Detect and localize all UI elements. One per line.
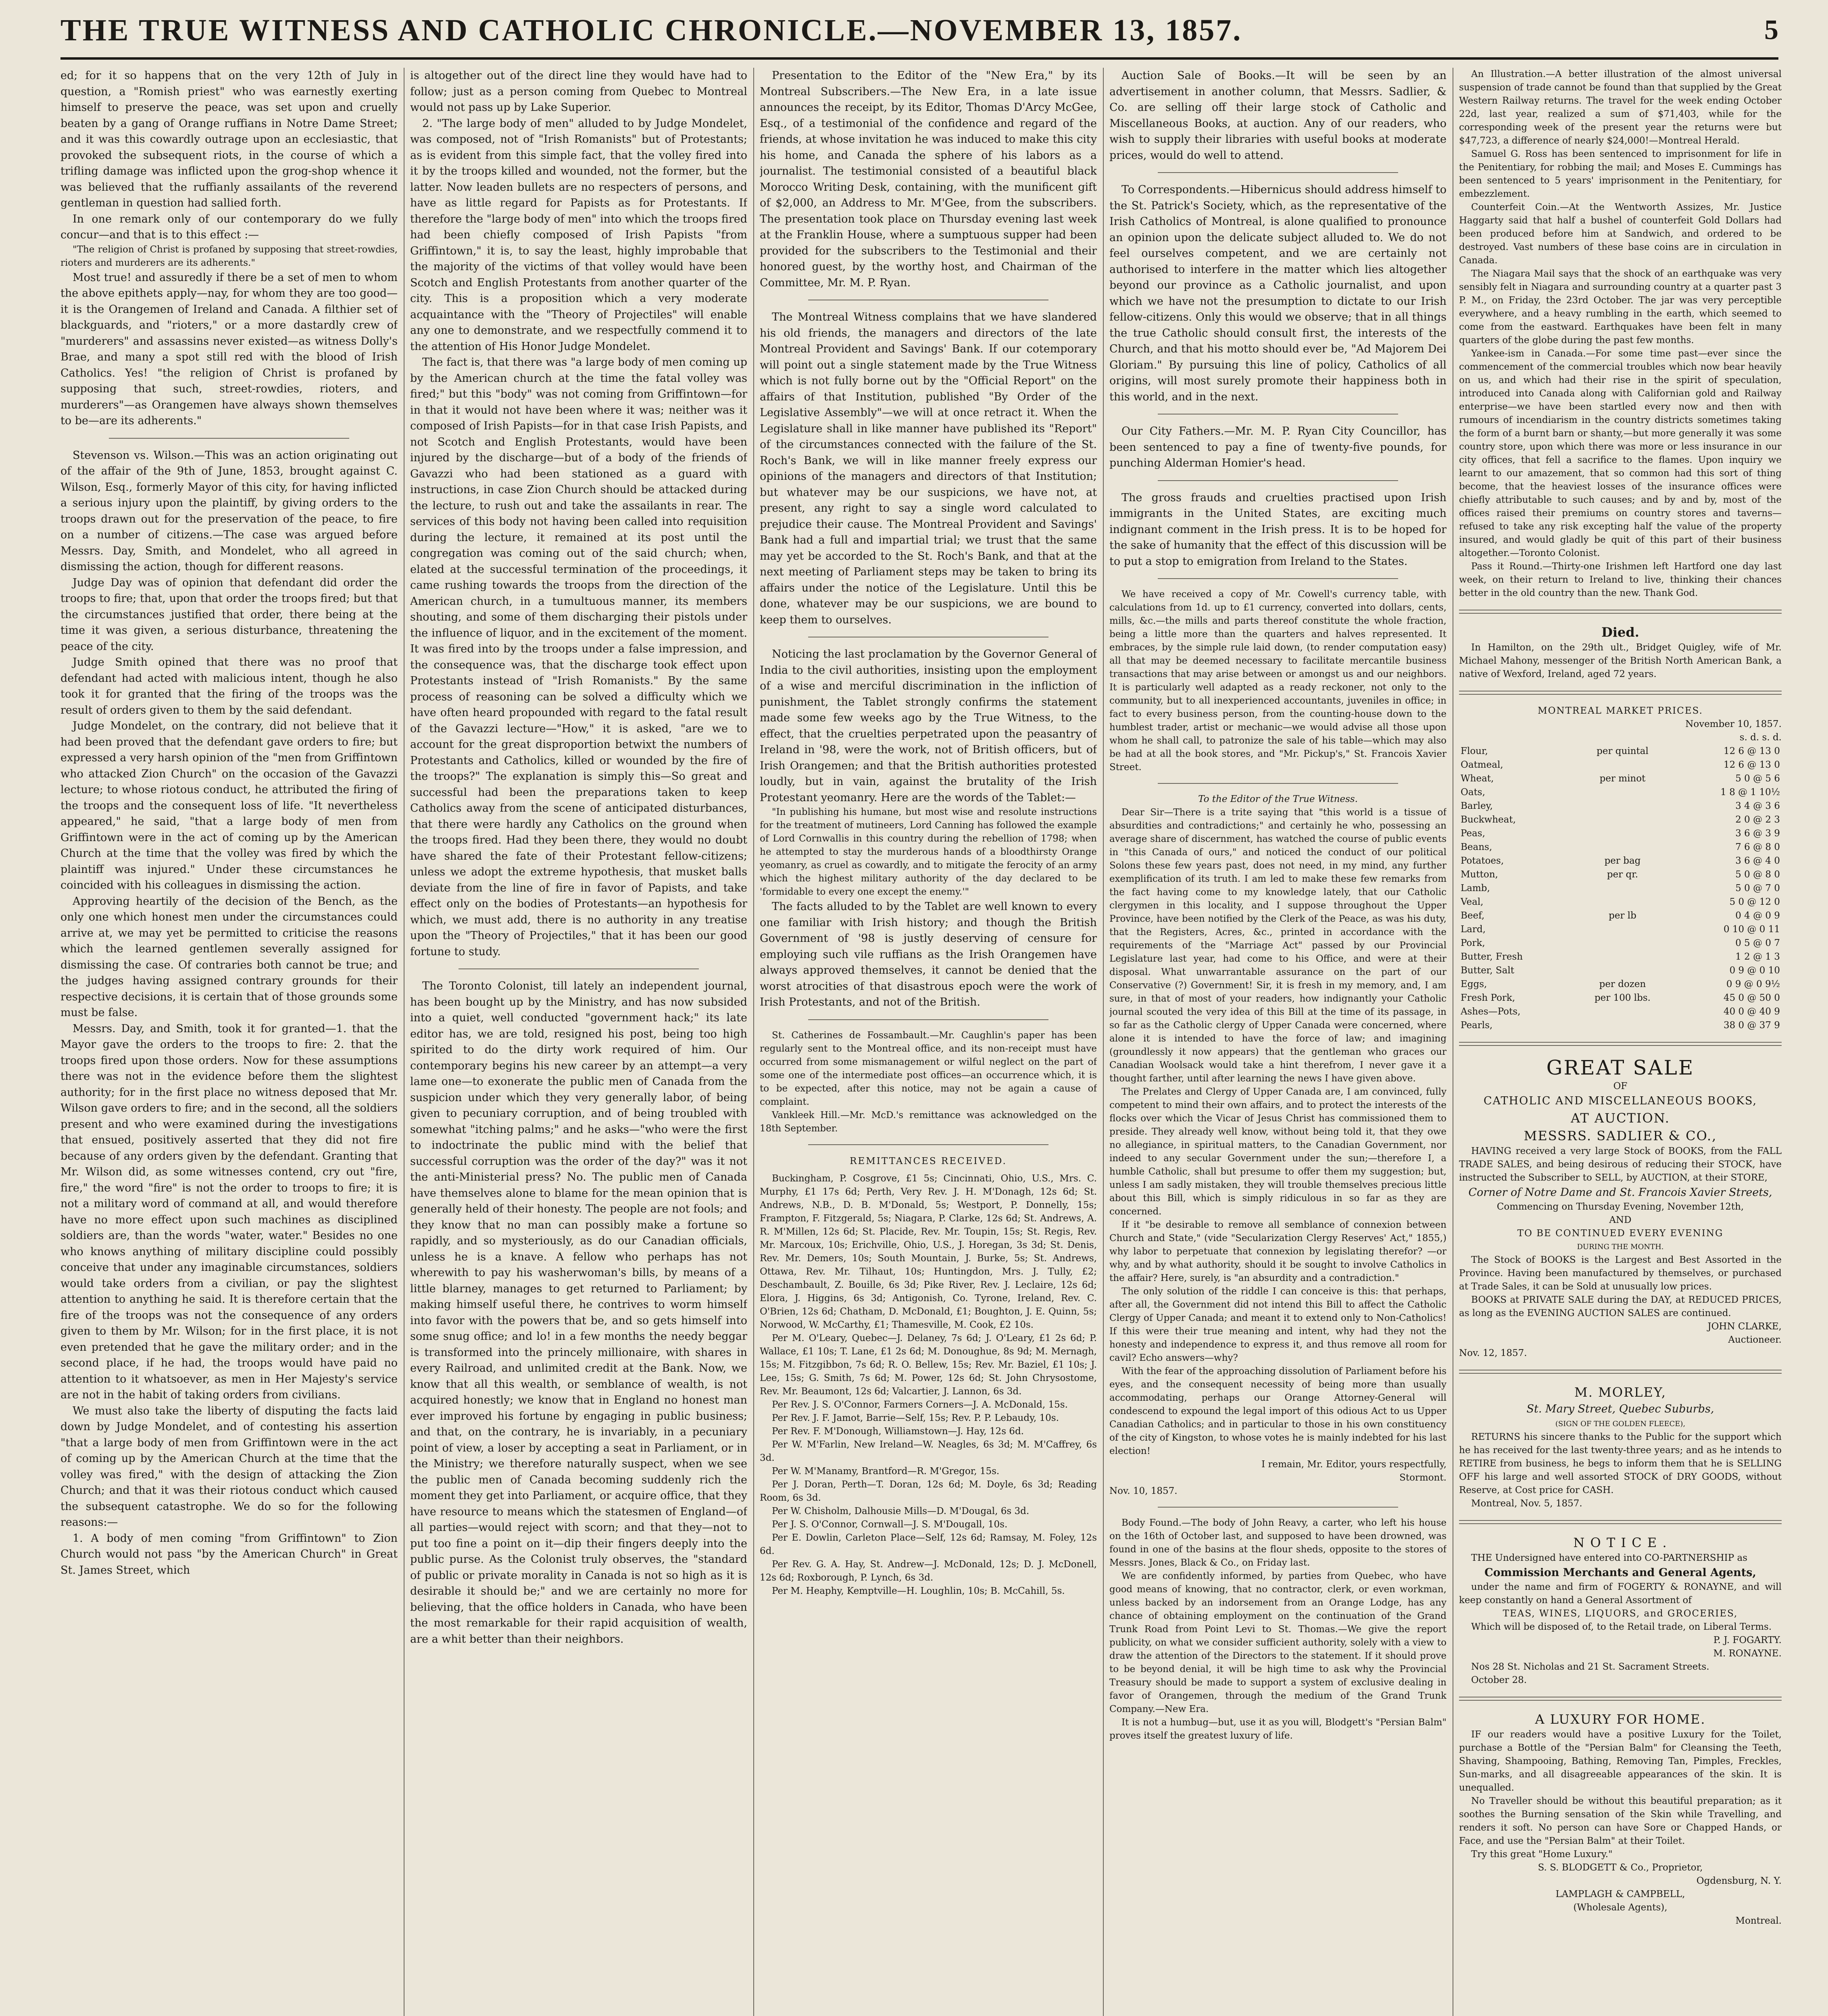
ad-text: Which will be disposed of, to the Retail trade, on Liberal Terms. <box>1471 1622 1772 1632</box>
letter-signoff: I remain, Mr. Editor, yours respectfully, <box>1261 1459 1447 1470</box>
market-heading: MONTREAL MARKET PRICES. <box>1538 706 1703 716</box>
market-unit <box>1572 881 1674 895</box>
market-price: 1 8 @ 1 10½ <box>1720 787 1780 798</box>
market-price: 38 0 @ 37 9 <box>1723 1020 1780 1031</box>
article-text: Most true! and assuredly if there be a set of men to whom the above epithets apply—nay, for whom they are too good—it is the Orangemen of Ireland and Canada. A filthier set of blackguards, and "rioters," or a more dastardly crew of "murderers" and assassins never existed—as witness Dolly's Brae, and many a spot still red with the blood of Irish Catholics. Yes! "the religion of Christ is profaned by supposing that such, street-rowdies, rioters, and murderers"—as Orangemen have always shown themselves to be—are its adherents." <box>60 271 398 427</box>
market-item: Veal, <box>1461 897 1484 907</box>
market-row <box>1459 936 1782 950</box>
ad-text: IF our readers would have a positive Luxury for the Toilet, purchase a Bottle of the "Persian Balm" for Cleansing the Teeth, Shaving, Shampooing, Bathing, Removing Tan, Pimples, Freckles, Sun-marks, and all disagreeable appearances of the skin. It is unequalled. <box>1459 1729 1782 1793</box>
market-price: 5 0 @ 12 0 <box>1729 897 1780 907</box>
ad-highlight: Commission Merchants and General Agents, <box>1484 1566 1756 1579</box>
ad-date: October 28. <box>1471 1675 1527 1685</box>
article-text: The fact is, that there was "a large body of men coming up by the American church at the time the fatal volley was fired;" but this "body" was not coming from Griffintown—for in that it would not have been where it was; neither was it composed of Irish Papists—for in that case Irish Papists, and not Scotch and English Protestants, would have been injured by the discharge—but of a body of the friends of Gavazzi who had been stationed as a guard with instructions, in case Zion Church should be attacked during the lecture, to rush out and take the assailants in rear. The services of this body not having been called into requisition during the lecture, it remained at its post until the congregation was coming out of the said church; when, elated at the successful termination of the proceedings, it came rushing towards the troops from the direction of the American church, in a tumultuous manner, its members shouting, and some of them discharging their pistols under the influence of liquor, and in the excitement of the moment. It was fired into by the troops under a false impression, and the consequence was, that the discharge took effect upon Protestants instead of "Irish Romanists." By the same process of reasoning can be solved a difficulty which we have often heard propounded with regard to the fatal result of the Gavazzi lecture—"How," it is asked, "are we to account for the great disproportion betwixt the numbers of Protestants and Catholics, killed or wounded by the fire of the troops?" The explanation is simply this—So great and successful had been the preparations taken to keep Catholics away from the scene of anticipated disturbances, that there were hardly any Catholics on the ground when the troops fired. Had they been there, they would no doubt have shared the fate of their Protestant fellow-citizens; unless we adopt the extreme hypothesis, that musket balls deviate from the line of fire in favor of Papists, and take effect only on the bodies of Protestants—an hypothesis for which, we must add, there is no authority in any treatise upon the "Theory of Projectiles," that it has been our good fortune to study. <box>410 356 747 958</box>
market-row <box>1459 772 1782 785</box>
market-unit <box>1572 827 1674 840</box>
ad-text: The Stock of BOOKS is the Largest and Best Assorted in the Province. Having been manufactured by themselves, or purchased at Trade Sales, it can be Sold at unusually low prices. <box>1459 1255 1782 1292</box>
market-price: 1 2 @ 1 3 <box>1735 952 1780 962</box>
article-text: To Correspondents.—Hibernicus should address himself to the St. Patrick's Society, which, as the representative of the Irish Catholics of Montreal, is alone qualified to pronounce an opinion upon the delicate subject alluded to. We do not feel ourselves competent, and we are certainly not authorised to interfere in the matter which lies altogether beyond our province as a Catholic journalist, and upon which we have not the presumption to dictate to our Irish fellow-citizens. Only this would we observe; that in all things the true Catholic should consult first, the interests of the Church, and that his motto should ever be, "Ad Majorem Dei Gloriam." By pursuing this line of policy, Catholics of all origins, will most surely promote their happiness both in this world, and in the next. <box>1109 183 1447 403</box>
market-unit: per minot <box>1599 773 1646 784</box>
section-divider <box>1158 578 1398 579</box>
notice-text: Body Found.—The body of John Reavy, a carter, who left his house on the 16th of October last, and supposed to have been drowned, was found in one of the basins at the flour sheds, opposite to the stores of Messrs. Jones, Black & Co., on Friday last. <box>1109 1518 1447 1568</box>
market-row <box>1459 991 1782 1005</box>
market-price: 2 0 @ 2 3 <box>1735 814 1780 825</box>
ad-address: Nos 28 St. Nicholas and 21 St. Sacrament Streets. <box>1471 1662 1709 1672</box>
ad-signature: M. RONAYNE. <box>1713 1648 1782 1659</box>
market-item: Oats, <box>1461 787 1485 798</box>
market-item: Oatmeal, <box>1461 760 1503 770</box>
market-unit: per lb <box>1609 910 1636 921</box>
died-heading: Died. <box>1601 625 1639 640</box>
market-unit <box>1572 1018 1674 1032</box>
market-price: 3 4 @ 3 6 <box>1735 801 1780 811</box>
article-text: In one remark only of our contemporary do we fully concur—and that is to this effect :— <box>60 212 398 241</box>
article-text: The Toronto Colonist, till lately an independent journal, has been bought up by the Ministry, and has now subsided into a quiet, well conducted "government hack;" its late editor has, we are told, resigned his post, being too high spirited to do the dirty work required of him. Our contemporary begins his new career by an attempt—a very lame one—to exonerate the public men of Canada from the suspicion under which they very generally labor, of being given to pecuniary corruption, and of being troubled with somewhat "itching palms;" and he asks—"who were the first to indoctrinate the public mind with the belief that successful corruption was the order of the day?" was it not the anti-Ministerial press? No. The public men of Canada have themselves alone to blame for the mean opinion that is generally held of their honesty. The people are not fools; and they know that no man can possibly make a fortune so rapidly, and so mysteriously, as do our Canadian officials, unless he is a knave. A fellow who perhaps has not wherewith to pay his washerwoman's bills, by means of a little blarney, manages to get returned to Parliament; by making himself useful there, he contrives to worm himself into favor with the powers that be, and so gets himself into some snug office; and lo! in a few months the needy beggar is transformed into the princely millionaire, with shares in every Railroad, and unlimited credit at the Bank. Now, we know that all this wealth, or semblance of wealth, is not acquired honestly; we know that in England no honest man ever improved his fortune by engaging in public business; and that, on the contrary, he is invariably, in a pecuniary point of view, a loser by accepting a seat in Parliament, or in the Ministry; we therefore naturally suspect, when we see the public men of Canada becoming suddenly rich the moment they get into Parliament, or acquire office, that they have resource to means which the statesmen of England—of all parties—would reject with scorn; and that they—not to put too fine a point on it—dip their fingers deeply into the public purse. As the Colonist truly observes, the "standard of public or private morality in Canada is not so high as it is desirable it should be;" and we are certainly no more for believing, that the office holders in Canada, who have been the most remarkable for their rapid acquisition of wealth, are a whit better than their neighbors. <box>410 980 747 1645</box>
article-text: The gross frauds and cruelties practised upon Irish immigrants in the United States, are exciting much indignant comment in the Irish press. It is to be hoped for the sake of humanity that the effect of this discussion will be to put a stop to emigration from Ireland to the States. <box>1109 491 1447 568</box>
notice-text: The Niagara Mail says that the shock of an earthquake was very sensibly felt in Niagara and surrounding country at a quarter past 3 P. M., on Friday, the 23rd October. The jar was very perceptible everywhere, and a heavy rumbling in the earth, which seemed to come from the eastward. Earthquakes have been felt in many quarters of the globe during the past few months. <box>1459 269 1782 346</box>
column-3 <box>760 68 1097 2016</box>
market-item: Pearls, <box>1461 1020 1493 1031</box>
ad-company: MESSRS. SADLIER & CO., <box>1524 1128 1717 1143</box>
market-price: 0 4 @ 0 9 <box>1735 910 1780 921</box>
market-price: 3 6 @ 3 9 <box>1735 828 1780 839</box>
article-text: Our City Fathers.—Mr. M. P. Ryan City Councillor, has been sentenced to pay a fine of twenty-five pounds, for punching Alderman Homier's head. <box>1109 425 1447 469</box>
letter-text: The only solution of the riddle I can conceive is this: that perhaps, after all, the Government did not intend this Bill to affect the Catholic Clergy of Upper Canada; and meant it to extend only to Non-Catholics! If this were their true meaning and intent, why had they not the honesty and independence to express it, and thus remove all room for cavil? Echo answers—why? <box>1109 1286 1447 1363</box>
market-price: 0 9 @ 0 9½ <box>1726 979 1780 989</box>
market-price: 5 0 @ 5 6 <box>1735 773 1780 784</box>
section-divider <box>1158 172 1398 173</box>
remittance-entry: Per Rev. G. A. Hay, St. Andrew—J. McDonald, 12s; D. J. McDonell, 12s 6d; Roxborough, P. Lynch, 6s 3d. <box>760 1559 1097 1583</box>
column-5 <box>1459 68 1782 2016</box>
ad-text: HAVING received a very large Stock of BOOKS, from the FALL TRADE SALES, and being desirous of reducing their STOCK, have instructed the Subscriber to SELL, by AUCTION, at their STORE, <box>1459 1145 1782 1183</box>
ad-title: N O T I C E . <box>1573 1535 1668 1550</box>
ad-date: Montreal, Nov. 5, 1857. <box>1471 1498 1582 1509</box>
notice-text: It is not a humbug—but, use it as you will, Blodgett's "Persian Balm" proves itself the greatest luxury of life. <box>1109 1717 1447 1741</box>
market-item: Lard, <box>1461 924 1486 935</box>
ad-title: M. MORLEY, <box>1574 1385 1666 1400</box>
notice-text: Pass it Round.—Thirty-one Irishmen left Hartford one day last week, on their return to Ireland to live, thinking their chances better in the old country than the new. Thank God. <box>1459 561 1782 598</box>
section-divider <box>1459 610 1782 614</box>
section-divider <box>1459 1042 1782 1046</box>
market-unit <box>1572 936 1674 950</box>
masthead <box>60 8 1778 52</box>
market-item: Mutton, <box>1461 869 1498 880</box>
market-row <box>1459 895 1782 909</box>
article-text: The Montreal Witness complains that we have slandered his old friends, the managers and directors of the late Montreal Provident and Savings' Bank. If our cotemporary will point out a single statement made by the True Witness which is not fully borne out by the "Official Report" on the affairs of that Institution, published "By Order of the Legislative Assembly"—we will at once retract it. When the Legislature shall in like manner have published its "Report" of the circumstances connected with the failure of the St. Roch's Bank, we will in like manner freely express our opinions of the managers and directors of that Institution; but whatever may be our suspicions, we have not, at present, any right to say a single word calculated to prejudice their cause. The Montreal Provident and Savings' Bank had a full and impartial trial; we trust that the same may yet be accorded to the St. Roch's Bank, and that at the next meeting of Parliament steps may be taken to bring its affairs under the notice of the Legislature. Until this be done, whatever may be our suspicions, we are bound to keep them to ourselves. <box>760 311 1097 626</box>
market-row <box>1459 1005 1782 1018</box>
market-item: Butter, Fresh <box>1461 952 1523 962</box>
market-item: Potatoes, <box>1461 856 1504 866</box>
ad-text: BOOKS at PRIVATE SALE during the DAY, at REDUCED PRICES, as long as the EVENING AUCTION SALES are continued. <box>1459 1295 1782 1318</box>
market-unit: per dozen <box>1599 979 1646 989</box>
letter-text: With the fear of the approaching dissolution of Parliament before his eyes, and the consequent necessity of being more than usually accommodating, perhaps our Orange Attorney-General will condescend to expound the legal import of this odious Act to us Upper Canadian Catholics; and in particular to those in his own constituency of the city of Kingston, to whose votes he is mainly indebted for his last election! <box>1109 1366 1447 1456</box>
market-row <box>1459 840 1782 854</box>
market-item: Pork, <box>1461 938 1485 948</box>
article-text: Messrs. Day, and Smith, took it for granted—1. that the Mayor gave the orders to the troops to fire: 2. that the troops fired upon those orders. Now for these assumptions there was not in the evidence before them the slightest authority; for in the first place no witness deposed that Mr. Wilson gave orders to fire; and in the second, all the soldiers present and who were examined during the investigations that ensued, positively asserted that they did not fire because of any orders given by the defendant. Granting that Mr. Wilson did, as some witnesses contend, cry out "fire, fire," the word "fire" is not the order to troops to fire; it is not a military word of command at all, and would therefore have no more effect upon such machines as disciplined soldiers are, than the words "water, water." Besides no one who knows anything of military discipline could possibly conceive that under any imaginable circumstances, soldiers would take orders from a civilian, or pay the slightest attention to anything he said. It is therefore certain that the fire of the troops was not the consequence of any orders given to them by Mr. Wilson; for in the first place, it is not even pretended that he gave the military order; and in the second place, if he had, the troops would have paid no attention to it whatsoever, as men in Her Majesty's service are not in the habit of taking orders from civilians. <box>60 1022 398 1401</box>
remittance-entry: Per Rev. J. S. O'Connor, Farmers Corners—J. A. McDonald, 15s. <box>772 1399 1068 1410</box>
market-unit: per bag <box>1604 856 1641 866</box>
notice-text: Samuel G. Ross has been sentenced to imprisonment for life in the Penitentiary, for robbing the mail; and Moses E. Cummings has been sentenced to 5 years' imprisonment in the Penitentiary, for embezzlement. <box>1459 149 1782 199</box>
market-price: 12 6 @ 13 0 <box>1723 760 1780 770</box>
market-column-labels: s. d. s. d. <box>1739 732 1782 743</box>
section-divider <box>1158 480 1398 481</box>
article-text: Approving heartily of the decision of the Bench, as the only one which honest men under the circumstances could arrive at, we may yet be permitted to criticise the reasons which the learned gentlemen severally assigned for dismissing the case. Of contraries both cannot be true; and the judges having assigned contrary grounds for their respective decisions, it is certain that of those grounds some must be false. <box>60 895 398 1019</box>
notice-text: We have received a copy of Mr. Cowell's currency table, with calculations from 1d. up to £1 currency, converted into dollars, cents, mills, &c.—the mills and parts thereof constitute the whole fraction, being a little more than the quarters and halves represented. It embraces, by the simple rule laid down, (to render computation easy) all that may be deemed necessary to facilitate mercantile business transactions that may arise between or amongst us and our neighbors. It is particularly well adapted as a ready reckoner, not only to the community, but to all inexperienced accountants, juveniles in office; in fact to every business person, from the counting-house down to the humblest trader, artist or mechanic—we would advise all those upon whom he shall call, to patronize the sale of his table—which may also be had at all the book stores, and "Mr. Pickup's," St. Francois Xavier Street. <box>1109 589 1447 773</box>
market-price: 12 6 @ 13 0 <box>1723 746 1780 756</box>
market-row <box>1459 909 1782 923</box>
article-text: Presentation to the Editor of the "New Era," by its Montreal Subscribers.—The New Era, in a late issue announces the receipt, by its Editor, Thomas D'Arcy McGee, Esq., of a testimonial of the confidence and regard of the friends, at whose invitation he was induced to make this city his home, and Canada the sphere of his labors as a journalist. The testimonial consisted of a beautiful black Morocco Writing Desk, containing, with the munificent gift of $2,000, an Address to Mr. M'Gee, from the subscribers. The presentation took place on Thursday evening last week at the Franklin House, where a sumptuous supper had been provided for the subscribers to the Testimonial and their honored guest, by the worthy host, and Chairman of the Committee, Mr. M. P. Ryan. <box>760 69 1097 289</box>
market-price: 40 0 @ 40 9 <box>1723 1006 1780 1017</box>
market-item: Beans, <box>1461 842 1492 852</box>
ad-text: Commencing on Thursday Evening, November 12th, <box>1497 1202 1744 1212</box>
notice-text: Yankee-ism in Canada.—For some time past—ever since the commencement of the commercial troubles which now bear heavily on us, and which had their rise in the spirit of speculation, introduced into Canada along with Californian gold and Railway enterprise—we have been startled every now and then with rumours of incendiarism in the country districts sometimes taking the form of a burnt barn or shanty,—but more generally it was some country store, upon which there was more or less insurance in our city offices, that fell a sacrifice to the flames. Upon inquiry we learnt to our amazement, that so common had this sort of thing become, that the heaviest losses of the insurance offices were chiefly attributable to such causes; and by and by, most of the offices raised their premiums on country stores and taverns—refused to take any risk excepting half the value of the property insured, and would gladly be quit of this part of their business altogether.—Toronto Colonist. <box>1459 348 1782 558</box>
article-text: Judge Day was of opinion that defendant did order the troops to fire; that, upon that order the troops fired; but that the circumstances justified that order, there being at the time it was given, a serious disturbance, threatening the peace of the city. <box>60 576 398 653</box>
ad-text: AND <box>1609 1215 1632 1225</box>
market-item: Peas, <box>1461 828 1485 839</box>
market-row <box>1459 868 1782 881</box>
article-text: is altogether out of the direct line they would have had to follow; just as a person coming from Quebec to Montreal would not pass up by Lake Superior. <box>410 69 747 114</box>
letter-date: Nov. 10, 1857. <box>1109 1486 1178 1496</box>
section-divider <box>1459 1697 1782 1701</box>
market-item: Eggs, <box>1461 979 1487 989</box>
ad-text: DURING THE MONTH. <box>1577 1243 1664 1251</box>
ad-signature: JOHN CLARKE, <box>1707 1321 1782 1332</box>
market-unit <box>1572 813 1674 827</box>
market-row <box>1459 964 1782 977</box>
market-item: Buckwheat, <box>1461 814 1516 825</box>
remittance-entry: Per E. Dowlin, Carleton Place—Self, 12s 6d; Ramsay, M. Foley, 12s 6d. <box>760 1532 1097 1556</box>
ad-signature: Montreal. <box>1735 1916 1782 1926</box>
market-unit: per 100 lbs. <box>1594 993 1651 1003</box>
market-unit <box>1572 950 1674 964</box>
ad-signature: Ogdensburg, N. Y. <box>1696 1876 1782 1886</box>
market-price: 7 6 @ 8 0 <box>1735 842 1780 852</box>
section-divider <box>1158 783 1398 784</box>
market-item: Ashes—Pots, <box>1461 1006 1521 1017</box>
ad-text: THE Undersigned have entered into CO-PARTNERSHIP as <box>1471 1552 1748 1563</box>
quotation: "In publishing his humane, but most wise and resolute instructions for the treatment of mutineers, Lord Canning has followed the example of Lord Cornwallis in this country during the rebellion of 1798; when he attempted to stay the murderous hands of a bloodthirsty Orange yeomanry, as cruel as cowardly, and to mitigate the ferocity of an army which the highest military authority of the day declared to be 'formidable to every one except the enemy.'" <box>760 807 1097 897</box>
market-item: Lamb, <box>1461 883 1490 893</box>
market-unit: per qr. <box>1607 869 1638 880</box>
article-text: Stevenson vs. Wilson.—This was an action originating out of the affair of the 9th of June, 1853, brought against C. Wilson, Esq., formerly Mayor of this city, for having inflicted a serious injury upon the plaintiff, by giving orders to the troops drawn out for the preservation of the peace, to fire on a number of citizens.—The case was argued before Messrs. Day, Smith, and Mondelet, who all agreed in dismissing the action, though for different reasons. <box>60 449 398 573</box>
letter-text: The Prelates and Clergy of Upper Canada are, I am convinced, fully competent to mind their own affairs, and to protect the interests of the flocks over which the Vicar of Jesus Christ has commissioned them to preside. They already well know, without being told it, that they owe no allegiance, in spiritual matters, to the Canadian Government, nor indeed to any secular Government under the sun;—therefore I, a humble Catholic, shall but presume to offer them my suggestion; but, unless I am sadly mistaken, they will trouble themselves precious little about this Bill, which is simply ridiculous in so far as they are concerned. <box>1109 1087 1447 1217</box>
market-row <box>1459 950 1782 964</box>
article-text: Noticing the last proclamation by the Governor General of India to the civil authorities, insisting upon the employment of a wise and merciful discrimination in the infliction of punishment, the Tablet strongly confirms the statement made some few weeks ago by the True Witness, to the effect, that the cruelties perpetrated upon the peasantry of Ireland in '98, were the work, not of British officers, but of Irish Orangemen; and that the British authorities protested loudly, but in vain, against the brutality of the Irish Protestant yeomanry. Here are the words of the Tablet:— <box>760 648 1097 804</box>
market-unit <box>1572 923 1674 936</box>
article-text: We must also take the liberty of disputing the facts laid down by Judge Mondelet, and of contesting his assertion "that a large body of men from Griffintown were in the act of coming up by the American Church at the time that the volley was fired," with the design of attacking the Zion Church; and that it was their riotous conduct which caused the subsequent catastrophe. We do so for the following reasons:— <box>60 1404 398 1529</box>
article-text: The facts alluded to by the Tablet are well known to every one familiar with Irish history; and though the British Government of '98 is justly deserving of censure for employing such vile ruffians as the Irish Orangemen have always approved themselves, it cannot be denied that the worst atrocities of that disastrous epoch were the work of Irish Protestants, and not of the British. <box>760 900 1097 1008</box>
ad-text: OF <box>1613 1081 1628 1091</box>
article-text: ed; for it so happens that on the very 12th of July in question, a "Romish priest" who was earnestly exerting himself to preserve the peace, was set upon and cruelly beaten by a gang of Orange ruffians in Notre Dame Street; and it was this cowardly outrage upon an ecclesiastic, that provoked the subsequent riots, in the course of which a trifling damage was inflicted upon the grog-shop whence it was believed that the ruffianly assailants of the reverend gentleman in question had sallied forth. <box>60 69 398 209</box>
market-item: Beef, <box>1461 910 1485 921</box>
article-text: 2. "The large body of men" alluded to by Judge Mondelet, was composed, not of "Irish Romanists" but of Protestants; as is evident from this simple fact, that the volley fired into it by the troops killed and wounded, not the former, but the latter. Now leaden bullets are no respecters of persons, and have as little regard for Papists as for Protestants. If therefore the "large body of men" into which the troops fired had been chiefly composed of Irish Papists "from Griffintown," it is, to say the least, highly improbable that the majority of the victims of that volley would have been Scotch and English Protestants from another quarter of the city. This is a proposition which a very moderate acquaintance with the "Theory of Projectiles" will enable any one to demonstrate, and we respectfully commend it to the attention of His Honor Judge Mondelet. <box>410 117 747 353</box>
market-row <box>1459 923 1782 936</box>
ad-title: GREAT SALE <box>1546 1056 1695 1079</box>
market-row <box>1459 1018 1782 1032</box>
market-row <box>1459 758 1782 772</box>
quotation: "The religion of Christ is profaned by supposing that street-rowdies, rioters and murderers are its adherents." <box>60 244 398 268</box>
market-row <box>1459 799 1782 813</box>
remittance-entry: Per Rev. J. F. Jamot, Barrie—Self, 15s; Rev. P. P. Lebaudy, 10s. <box>772 1412 1059 1423</box>
section-divider <box>1459 1370 1782 1374</box>
ad-subtitle: CATHOLIC AND MISCELLANEOUS BOOKS, <box>1483 1095 1757 1107</box>
market-price: 5 0 @ 8 0 <box>1735 869 1780 880</box>
market-row <box>1459 813 1782 827</box>
column-rule <box>1103 68 1104 2016</box>
market-unit <box>1572 799 1674 813</box>
market-unit <box>1572 895 1674 909</box>
ad-text: TEAS, WINES, LIQUORS, and GROCERIES, <box>1503 1608 1738 1619</box>
ad-title: A LUXURY FOR HOME. <box>1535 1712 1706 1727</box>
section-divider <box>1459 691 1782 695</box>
market-price: 0 10 @ 0 11 <box>1723 924 1780 935</box>
market-unit <box>1572 785 1674 799</box>
market-item: Barley, <box>1461 801 1493 811</box>
market-item: Butter, Salt <box>1461 965 1514 976</box>
article-text: Judge Smith opined that there was no proof that defendant had acted with malicious intent, though he also took it for granted that the firing of the troops was the result of orders given to them by the said defendant. <box>60 656 398 716</box>
ad-signature: P. J. FOGARTY. <box>1713 1635 1782 1645</box>
market-item: Wheat, <box>1461 773 1494 784</box>
letter-signature: Stormont. <box>1399 1472 1447 1483</box>
remittance-entry: Buckingham, P. Cosgrove, £1 5s; Cincinnati, Ohio, U.S., Mrs. C. Murphy, £1 17s 6d; Perth, Very Rev. J. H. M'Donagh, 12s 6d; St. Andrews, N.B., D. B. M'Donald, 5s; Westport, P. Donnelly, 15s; Frampton, F. Fitzgerald, 5s; Niagara, P. Clarke, 12s 6d; St. Andrews, A. R. M'Millen, 12s 6d; St. Placide, Rev. Mr. Toupin, 15s; St. Regis, Rev. Mr. Marcoux, 10s; Erichville, Ohio, U.S., J. Horegan, 3s 3d; St. Denis, Rev. Mr. Demers, 10s; South Mountain, J. Burke, 5s; St. Andrews, Ottawa, Rev. Mr. Tilhaut, 10s; Huntingdon, Mrs. J. Tully, £2; Deschambault, Z. Bouille, 6s 3d; Pike River, Rev. J. Leclaire, 12s 6d; Elora, J. Higgins, 6s 3d; Antigonish, Co. Tyrone, Ireland, Rev. C. O'Brien, 12s 6d; Chatham, D. McDonald, £1; Boughton, J. E. Quinn, 5s; Norwood, W. McCarthy, £1; Thamesville, M. Cook, £2 10s. <box>760 1173 1097 1330</box>
masthead-title: THE TRUE WITNESS AND CATHOLIC CHRONICLE.—NOVEMBER 13, 1857. <box>60 13 1242 47</box>
notice-text: Vankleek Hill.—Mr. McD.'s remittance was acknowledged on the 18th September. <box>760 1110 1097 1134</box>
article-text: Auction Sale of Books.—It will be seen by an advertisement in another column, that Messrs. Sadlier, & Co. are selling off their large stock of Catholic and Miscellaneous Books, at auction. Any of our readers, who wish to supply their libraries with useful books at moderate prices, would do well to attend. <box>1109 69 1447 162</box>
market-row <box>1459 854 1782 868</box>
ad-address: St. Mary Street, Quebec Suburbs, <box>1526 1403 1714 1415</box>
masthead-rule <box>60 57 1778 60</box>
market-date: November 10, 1857. <box>1685 719 1782 729</box>
market-row <box>1459 827 1782 840</box>
ad-text: RETURNS his sincere thanks to the Public for the support which he has received for the last twenty-three years; and as he intends to RETIRE from business, he begs to inform them that he is SELLING OFF his large and well assorted STOCK of DRY GOODS, without Reserve, at Cost price for CASH. <box>1459 1431 1782 1495</box>
ad-signature-role: Auctioneer. <box>1728 1335 1782 1345</box>
market-item: Fresh Pork, <box>1461 993 1515 1003</box>
remittance-entry: Per J. Doran, Perth—T. Doran, 12s 6d; M. Doyle, 6s 3d; Reading Room, 6s 3d. <box>760 1479 1097 1503</box>
page-number: 5 <box>1764 15 1778 46</box>
remittance-entry: Per W. M'Manamy, Brantford—R. M'Gregor, 15s. <box>772 1466 1000 1477</box>
obituary-text: In Hamilton, on the 29th ult., Bridget Quigley, wife of Mr. Michael Mahony, messenger of the British North American Bank, a native of Wexford, Ireland, aged 72 years. <box>1459 642 1782 679</box>
ad-text: (SIGN OF THE GOLDEN FLEECE), <box>1555 1419 1686 1428</box>
remittances-heading: REMITTANCES RECEIVED. <box>850 1156 1007 1166</box>
remittance-entry: Per J. S. O'Connor, Cornwall—J. S. M'Dougall, 10s. <box>772 1519 1008 1530</box>
market-row <box>1459 881 1782 895</box>
market-row <box>1459 785 1782 799</box>
section-divider <box>1459 1520 1782 1524</box>
section-divider <box>1158 1507 1398 1508</box>
remittance-entry: Per Rev. F. M'Donough, Williamstown—J. Hay, 12s 6d. <box>772 1426 1024 1437</box>
ad-text: under the name and firm of FOGERTY & RONAYNE, and will keep constantly on hand a General Assortment of <box>1459 1582 1782 1606</box>
notice-text: St. Catherines de Fossambault.—Mr. Caughlin's paper has been regularly sent to the Montreal office, and its non-receipt must have occurred from some mismanagement or wilful neglect on the part of some one of the intermediate post offices—an occurrence which, it is to be expected, after this notice, may not be again a cause of complaint. <box>760 1030 1097 1107</box>
market-price: 3 6 @ 4 0 <box>1735 856 1780 866</box>
ad-signature: (Wholesale Agents), <box>1573 1902 1668 1913</box>
ad-text: Try this great "Home Luxury." <box>1471 1849 1613 1860</box>
ad-text: TO BE CONTINUED EVERY EVENING <box>1517 1228 1724 1239</box>
market-unit <box>1572 1005 1674 1018</box>
ad-address: Corner of Notre Dame and St. Francois Xavier Streets, <box>1468 1186 1772 1199</box>
remittance-entry: Per W. M'Farlin, New Ireland—W. Neagles, 6s 3d; M. M'Caffrey, 6s 3d. <box>760 1439 1097 1463</box>
market-unit <box>1572 758 1674 772</box>
market-row <box>1459 744 1782 758</box>
ad-date: Nov. 12, 1857. <box>1459 1348 1527 1358</box>
remittance-entry: Per M. Heaphy, Kemptville—H. Loughlin, 10s; B. McCahill, 5s. <box>772 1585 1065 1596</box>
remittance-entry: Per M. O'Leary, Quebec—J. Delaney, 7s 6d; J. O'Leary, £1 2s 6d; P. Wallace, £1 10s; T. Lane, £1 2s 6d; M. Donoughue, 8s 9d; M. Mernagh, 15s; M. Fitzgibbon, 7s 6d; R. O. Bellew, 15s; Rev. Mr. Baziel, £1 10s; J. Lee, 15s; G. Smith, 7s 6d; M. Power, 12s 6d; St. John Chrysostome, Rev. Mr. Beaumont, 12s 6d; Valcartier, J. Lannon, 6s 3d. <box>760 1333 1097 1397</box>
ad-text: No Traveller should be without this beautiful preparation; as it soothes the Burning sensation of the Skin while Travelling, and renders it soft. No person can have Sore or Chapped Hands, or Face, and use the "Persian Balm" at their Toilet. <box>1459 1796 1782 1846</box>
notice-text: We are confidently informed, by parties from Quebec, who have good means of knowing, that no contractor, clerk, or even workman, unless backed by an indorsement from an Orange Lodge, has any chance of obtaining employment on the continuation of the Grand Trunk Road from Point Levi to St. Thomas.—We give the report publicity, on what we consider sufficient authority, solely with a view to draw the attention of the Directors to the statement. If it should prove to be beyond denial, it will be high time to ask why the Provincial Treasury should be made to support a system of exclusive dealing in favor of Orangemen, through the medium of the Grand Trunk Company.—New Era. <box>1109 1571 1447 1714</box>
column-1 <box>60 68 398 2016</box>
letter-text: If it "be desirable to remove all semblance of connexion between Church and State," (vide "Secularization Clergy Reserves' Act," 1855,) why labor to perpetuate that connexion by legislating therefor? —or why, and by what authority, should it be sought to involve Catholics in the affair? Here, surely, is "an absurdity and a contradiction." <box>1109 1220 1447 1283</box>
market-row <box>1459 977 1782 991</box>
letter-heading: To the Editor of the True Witness. <box>1198 794 1358 804</box>
ad-signature: LAMPLAGH & CAMPBELL, <box>1555 1889 1685 1899</box>
section-divider <box>808 1019 1048 1020</box>
notice-text: An Illustration.—A better illustration of the almost universal suspension of trade cannot be found than that supplied by the Great Western Railway returns. The travel for the week ending October 22d, last year, realized a sum of $71,403, while for the corresponding week of the present year the returns were but $47,723, a difference of nearly $24,000!—Montreal Herald. <box>1459 69 1782 146</box>
market-price: 0 9 @ 0 10 <box>1729 965 1780 976</box>
market-prices-table <box>1459 744 1782 1032</box>
column-2 <box>410 68 747 2016</box>
column-4 <box>1109 68 1447 2016</box>
market-price: 45 0 @ 50 0 <box>1723 993 1780 1003</box>
market-price: 0 5 @ 0 7 <box>1735 938 1780 948</box>
column-rule <box>753 68 754 2016</box>
notice-text: Counterfeit Coin.—At the Wentworth Assizes, Mr. Justice Haggarty said that half a bushel of counterfeit Gold Dollars had been produced before him at Sandwich, and ordered to be destroyed. Vast numbers of these base coins are in circulation in Canada. <box>1459 202 1782 266</box>
market-item: Flour, <box>1461 746 1488 756</box>
section-divider <box>109 438 349 439</box>
market-unit <box>1572 964 1674 977</box>
ad-subtitle: AT AUCTION. <box>1571 1110 1670 1126</box>
article-text: 1. A body of men coming "from Griffintown" to Zion Church would not pass "by the American Church" in Great St. James Street, which <box>60 1532 398 1577</box>
remittance-entry: Per W. Chisholm, Dalhousie Mills—D. M'Dougal, 6s 3d. <box>772 1506 1030 1516</box>
market-unit: per quintal <box>1597 746 1649 756</box>
market-price: 5 0 @ 7 0 <box>1735 883 1780 893</box>
section-divider <box>808 1144 1048 1145</box>
letter-text: Dear Sir—There is a trite saying that "this world is a tissue of absurdities and contradictions;" and certainly he who, possessing an average share of discernment, has watched the course of public events in "this Canada of ours," and noticed the conduct of our political Solons these few years past, does not need, in my mind, any further exemplification of its truth. I am led to make these few remarks from the fact having come to my knowledge lately, that our Catholic clergymen in this locality, and I suppose throughout the Upper Province, have been notified by the Clerk of the Peace, as was his duty, that the Registers, Acres, &c., printed in accordance with the requirements of the "Marriage Act" passed by our Provincial Legislature last year, had come to his Office, and were at their disposal. What unwarrantable assurance on the part of our Conservative (?) Government! Sir, it is fresh in my memory, and, I am sure, in that of most of your readers, how indignantly your Catholic journal scouted the very idea of this Bill at the time of its passage, in so far as the Catholic clergy of Upper Canada were concerned, where alone it is intended to have the force of law; and imagining (groundlessly it now appears) that the gentleman who graces our Canadian Woolsack would take a hint therefrom, I never gave it a thought farther, until after learning the news I have given above. <box>1109 807 1447 1084</box>
article-text: Judge Mondelet, on the contrary, did not believe that it had been proved that the defendant gave orders to fire; but expressed a very harsh opinion of the "men from Griffintown who attacked Zion Church" on the occasion of the Gavazzi lecture; to whose riotous conduct, he attributed the firing of the troops and the consequent loss of life. "It nevertheless appeared," he said, "that a large body of men from Griffintown were in the act of coming up by the American Church at the time that the volley was fired by which the plaintiff was injured." Under these circumstances he coincided with his colleagues in dismissing the action. <box>60 720 398 891</box>
market-unit <box>1572 840 1674 854</box>
section-divider <box>459 968 699 969</box>
ad-signature: S. S. BLODGETT & Co., Proprietor, <box>1538 1862 1703 1873</box>
